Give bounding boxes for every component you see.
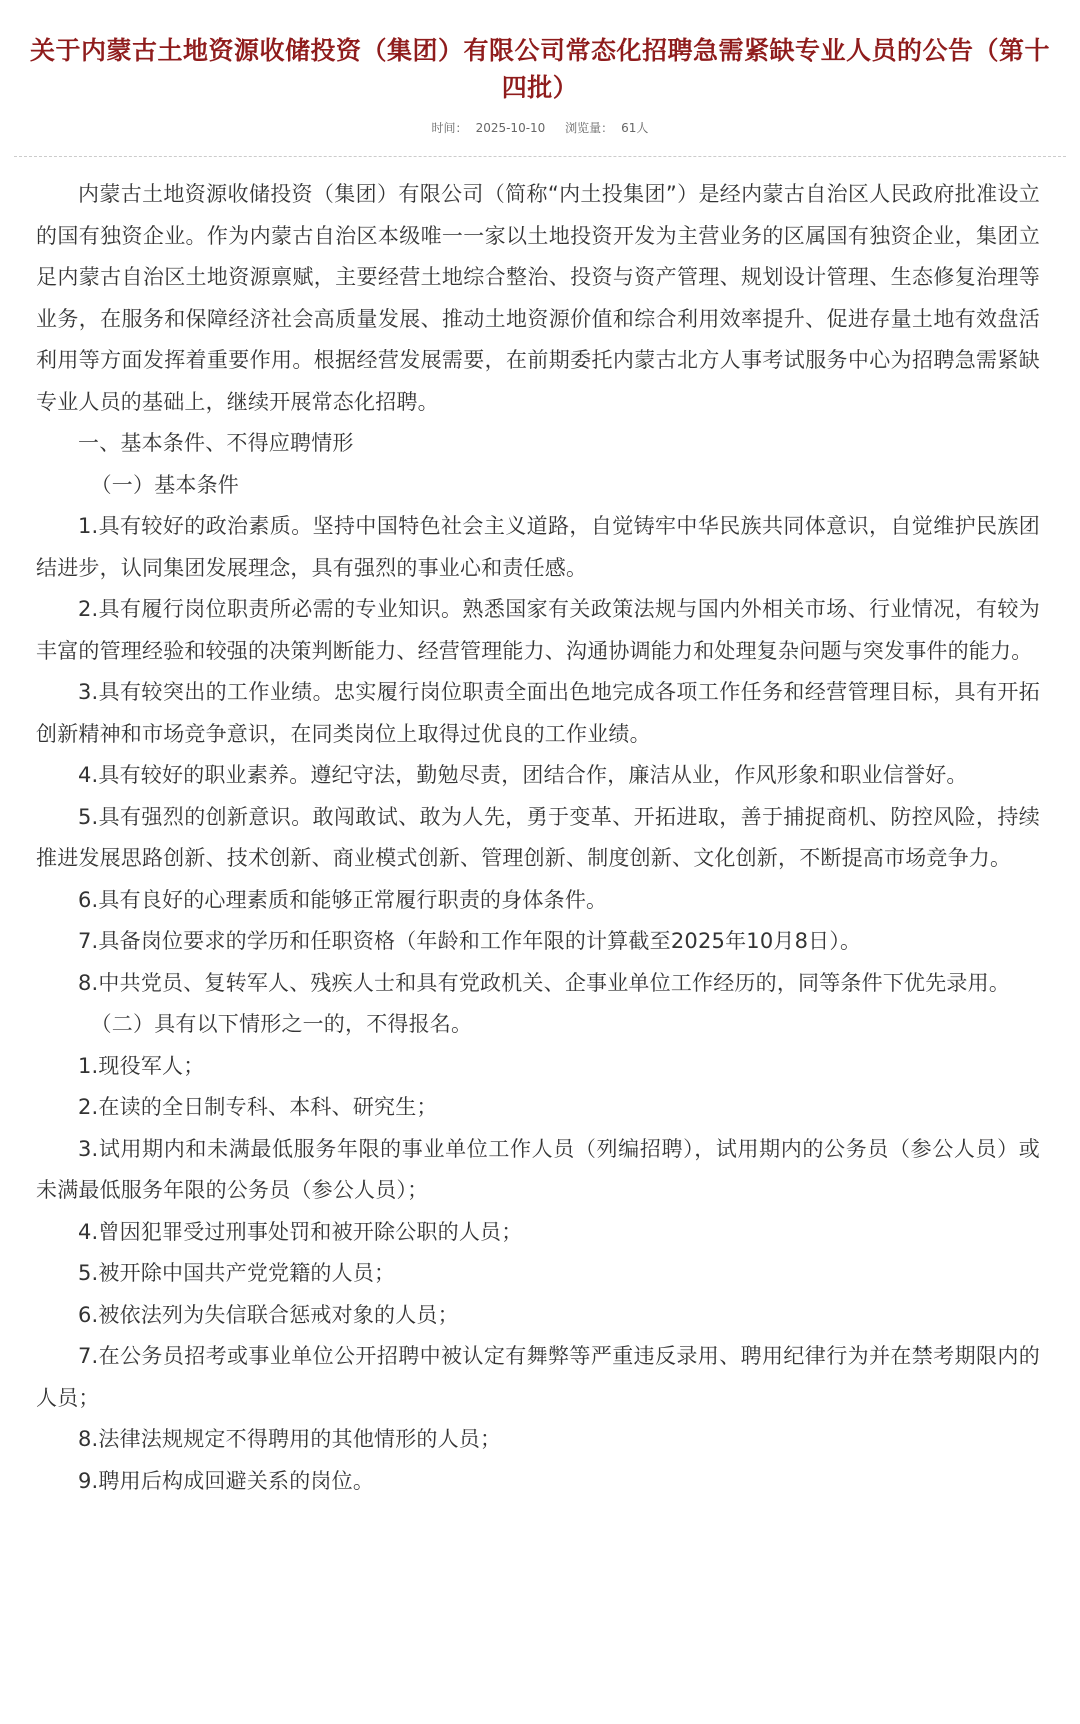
view-count bbox=[561, 121, 652, 135]
publish-time bbox=[428, 121, 550, 135]
condition-item: 3.具有较突出的工作业绩。忠实履行岗位职责全面出色地完成各项工作任务和经营管理目标，具有开拓创新精神和市场竞争意识，在同类岗位上取得过优良的工作业绩。 bbox=[36, 680, 1040, 746]
publish-time-label: 时间： bbox=[431, 121, 468, 135]
exclusion-item: 1.现役军人； bbox=[78, 1053, 205, 1078]
subsection-heading: （二）具有以下情形之一的，不得报名。 bbox=[90, 1012, 473, 1036]
condition-item: 6.具有良好的心理素质和能够正常履行职责的身体条件。 bbox=[78, 887, 608, 912]
exclusion-item: 4.曾因犯罪受过刑事处罚和被开除公职的人员； bbox=[78, 1219, 523, 1244]
view-count-value: 61人 bbox=[621, 121, 649, 135]
condition-item: 7.具备岗位要求的学历和任职资格（年龄和工作年限的计算截至2025年10月8日）。 bbox=[78, 929, 862, 953]
article-meta bbox=[0, 118, 1080, 138]
condition-item: 2.具有履行岗位职责所必需的专业知识。熟悉国家有关政策法规与国内外相关市场、行业情况，有较为丰富的管理经验和较强的决策判断能力、经营管理能力、沟通协调能力和处理复杂问题与突发事件的能力。 bbox=[36, 597, 1040, 663]
exclusion-item: 5.被开除中国共产党党籍的人员； bbox=[78, 1261, 396, 1285]
section-heading: 一、基本条件、不得应聘情形 bbox=[78, 431, 354, 455]
view-count-label: 浏览量： bbox=[565, 121, 614, 135]
publish-time-value: 2025-10-10 bbox=[475, 121, 546, 135]
article-title: 关于内蒙古土地资源收储投资（集团）有限公司常态化招聘急需紧缺专业人员的公告（第十四批） bbox=[30, 36, 1051, 102]
condition-item: 4.具有较好的职业素养。遵纪守法，勤勉尽责，团结合作，廉洁从业，作风形象和职业信誉好。 bbox=[78, 763, 968, 787]
subsection-heading: （一）基本条件 bbox=[90, 472, 239, 497]
exclusion-item: 9.聘用后构成回避关系的岗位。 bbox=[78, 1468, 375, 1493]
condition-item: 5.具有强烈的创新意识。敢闯敢试、敢为人先，勇于变革、开拓进取，善于捕捉商机、防控风险，持续推进发展思路创新、技术创新、商业模式创新、管理创新、制度创新、文化创新，不断提高市场竞争力。 bbox=[36, 804, 1040, 870]
exclusion-item: 6.被依法列为失信联合惩戒对象的人员； bbox=[78, 1302, 459, 1327]
exclusion-item: 8.法律法规规定不得聘用的其他情形的人员； bbox=[78, 1427, 502, 1451]
condition-item: 1.具有较好的政治素质。坚持中国特色社会主义道路，自觉铸牢中华民族共同体意识，自觉维护民族团结进步，认同集团发展理念，具有强烈的事业心和责任感。 bbox=[36, 514, 1040, 580]
intro-paragraph: 内蒙古土地资源收储投资（集团）有限公司（简称“内土投集团”）是经内蒙古自治区人民政府批准设立的国有独资企业。作为内蒙古自治区本级唯一一家以土地投资开发为主营业务的区属国有独资企业，集团立足内蒙古自治区土地资源禀赋，主要经营土地综合整治、投资与资产管理、规划设计管理、生态修复治理等业务，在服务和保障经济社会高质量发展、推动土地资源价值和综合利用效率提升、促进存量土地有效盘活利用等方面发挥着重要作用。根据经营发展需要，在前期委托内蒙古北方人事考试服务中心为招聘急需紧缺专业人员的基础上，继续开展常态化招聘。 bbox=[36, 182, 1040, 414]
exclusion-item: 7.在公务员招考或事业单位公开招聘中被认定有舞弊等严重违反录用、聘用纪律行为并在禁考期限内的人员； bbox=[36, 1344, 1040, 1410]
exclusion-item: 2.在读的全日制专科、本科、研究生； bbox=[78, 1095, 438, 1119]
condition-item: 8.中共党员、复转军人、残疾人士和具有党政机关、企事业单位工作经历的，同等条件下优先录用。 bbox=[78, 970, 1011, 995]
exclusion-item: 3.试用期内和未满最低服务年限的事业单位工作人员（列编招聘），试用期内的公务员（参公人员）或未满最低服务年限的公务员（参公人员）； bbox=[36, 1136, 1040, 1202]
article-body bbox=[0, 157, 1080, 1502]
